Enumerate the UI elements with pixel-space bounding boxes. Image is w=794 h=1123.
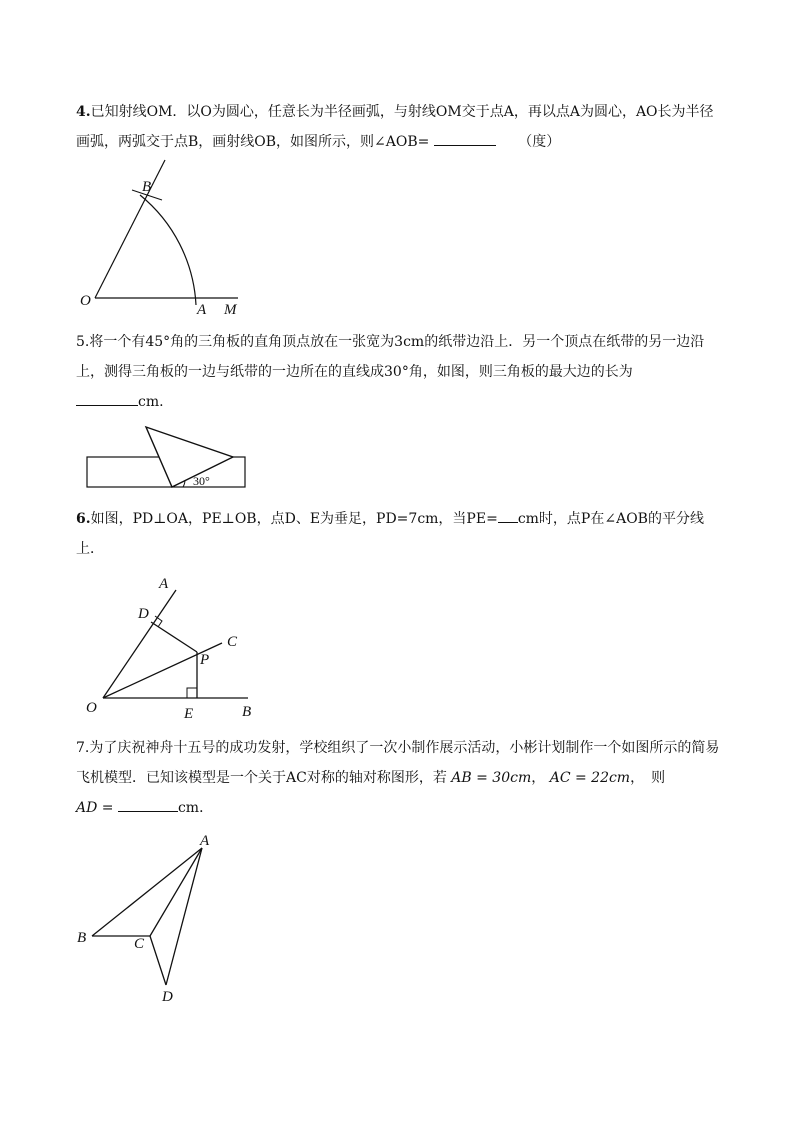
label-M: M — [224, 302, 237, 318]
question-7-text: 7.为了庆祝神舟十五号的成功发射，学校组织了一次小制作展示活动，小彬计划制作一个如图所示的简易飞机模型．已知该模型是一个关于AC对称的轴对称图形，若 — [76, 740, 720, 786]
label-O: O — [86, 700, 97, 716]
question-6-text-end: cm时，点P在∠AOB的平分线上． — [76, 511, 704, 557]
question-7-ab: AB = 30cm — [451, 770, 532, 786]
question-5-text: 5.将一个有45°角的三角板的直角顶点放在一张宽为3cm的纸带边沿上．另一个顶点在纸带的另一边沿上，测得三角板的一边与纸带的一边所在的直线成30°角，如图，则三角板的最大边的长为 — [76, 334, 705, 380]
question-7-ad: AD = — [76, 800, 118, 816]
question-4-unit: （度） — [518, 134, 561, 150]
question-5-unit: cm. — [138, 394, 164, 410]
question-7-ac: AC = 22cm — [549, 770, 631, 786]
label-B: B — [142, 179, 152, 195]
angle-label-30: 30° — [193, 474, 210, 488]
label-B: B — [77, 930, 87, 946]
label-A: A — [159, 576, 169, 592]
question-4-number: 4. — [76, 104, 91, 120]
label-C: C — [227, 634, 238, 650]
question-7-unit: cm． — [177, 800, 214, 816]
label-P: P — [200, 652, 210, 668]
label-C: C — [134, 936, 145, 952]
question-7-sep: ， — [531, 770, 546, 786]
label-O: O — [80, 293, 91, 309]
question-4-text: 已知射线OM．以O为圆心，任意长为半径画弧，与射线OM交于点A，再以点A为圆心，AO长为半径画弧，两弧交于点B，画射线OB，如图所示，则∠AOB= — [76, 104, 714, 150]
label-D: D — [162, 989, 173, 1005]
question-6-text: 如图，PD⊥OA，PE⊥OB，点D、E为垂足，PD=7cm，当PE= — [90, 511, 498, 527]
label-E: E — [184, 706, 194, 722]
question-7-then: ， 则 — [630, 770, 666, 786]
label-D: D — [138, 606, 149, 622]
question-6-number: 6. — [76, 511, 91, 527]
label-A: A — [197, 302, 207, 318]
label-B: B — [242, 704, 252, 720]
label-A: A — [200, 833, 210, 849]
